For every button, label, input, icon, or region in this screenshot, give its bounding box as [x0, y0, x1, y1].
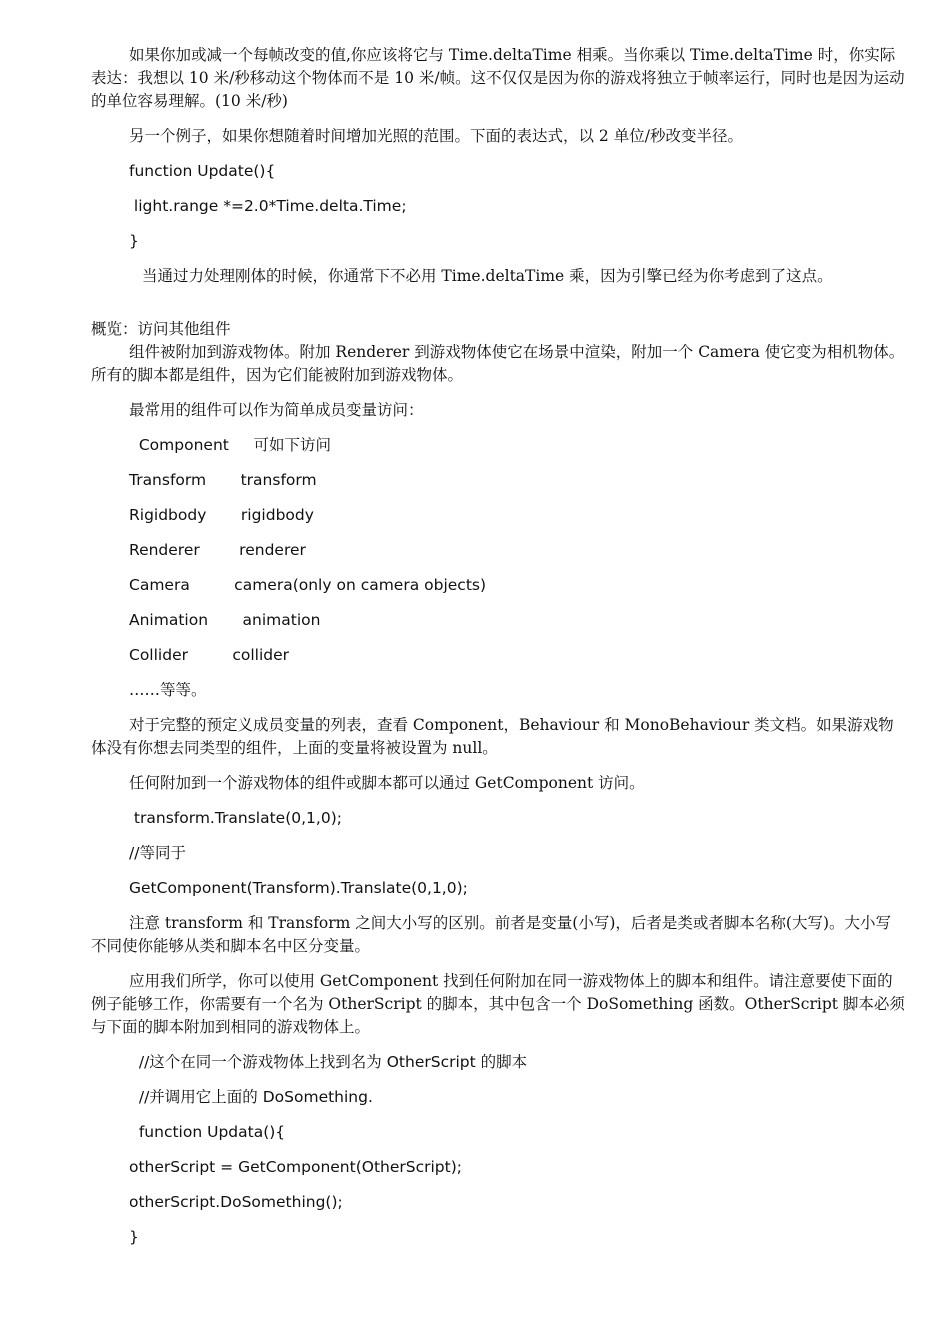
code-line: }: [129, 1228, 139, 1246]
component-access: renderer: [239, 541, 306, 559]
paragraph-otherscript: 应用我们所学，你可以使用 GetComponent 找到任何附加在同一游戏物体上的脚本和组件。请注意要使下面的例子能够工作，你需要有一个名为 OtherScript 的脚本，其中包含一个 DoSomething 函数。OtherScript 脚本必须与下面的脚本附加到相同的游戏物体上。: [91, 972, 905, 1036]
code-line: function Update(){: [129, 162, 276, 180]
code-line: }: [129, 232, 139, 250]
component-name: Animation: [129, 611, 209, 629]
code-line: transform.Translate(0,1,0);: [129, 809, 342, 827]
paragraph-deltatime: 如果你加或减一个每帧改变的值,你应该将它与 Time.deltaTime 相乘。当你乘以 Time.deltaTime 时，你实际表达：我想以 10 米/秒移动这个物体而不是 10 米/帧。这不仅仅是因为你的游戏将独立于帧率运行，同时也是因为运动的单位容易理解。(10 米/秒): [91, 46, 905, 110]
paragraph-light-example: 另一个例子，如果你想随着时间增加光照的范围。下面的表达式，以 2 单位/秒改变半径。: [129, 127, 743, 145]
code-line: light.range *=2.0*Time.delta.Time;: [129, 197, 407, 215]
section-heading: 概览：访问其他组件: [91, 320, 231, 338]
paragraph-components-intro: 组件被附加到游戏物体。附加 Renderer 到游戏物体使它在场景中渲染，附加一个 Camera 使它变为相机物体。所有的脚本都是组件，因为它们能被附加到游戏物体。: [91, 343, 905, 384]
paragraph-getcomponent: 任何附加到一个游戏物体的组件或脚本都可以通过 GetComponent 访问。: [129, 774, 645, 792]
code-line: GetComponent(Transform).Translate(0,1,0);: [129, 879, 468, 897]
component-access: transform: [240, 471, 317, 489]
document-page: [91, 44, 905, 1249]
paragraph-component-docs: 对于完整的预定义成员变量的列表，查看 Component，Behaviour 和 MonoBehaviour 类文档。如果游戏物体没有你想去同类型的组件，上面的变量将被设置为 null。: [91, 716, 894, 757]
code-comment: //等同于: [129, 844, 186, 862]
code-line: function Updata(){: [129, 1123, 286, 1141]
component-name: Camera: [129, 576, 190, 594]
component-name: Renderer: [129, 541, 200, 559]
code-line: otherScript.DoSomething();: [129, 1193, 343, 1211]
column-gap: [188, 646, 232, 664]
code-line: otherScript = GetComponent(OtherScript);: [129, 1158, 462, 1176]
component-row: [91, 609, 905, 632]
paragraph-rigidbody-note: 当通过力处理刚体的时候，你通常下不必用 Time.deltaTime 乘，因为引擎已经为你考虑到了这点。: [142, 267, 833, 285]
column-gap: [206, 506, 241, 524]
code-comment: //并调用它上面的 DoSomething.: [129, 1088, 373, 1106]
component-row: [91, 504, 905, 527]
component-name: Transform: [129, 471, 207, 489]
column-gap: [208, 611, 243, 629]
component-row: [91, 574, 905, 597]
component-access: rigidbody: [240, 506, 314, 524]
component-row: [91, 539, 905, 562]
column-gap: [206, 471, 241, 489]
component-name: Collider: [129, 646, 188, 664]
paragraph-case-sensitivity: 注意 transform 和 Transform 之间大小写的区别。前者是变量(小写)，后者是类或者脚本名称(大写)。大小写不同使你能够从类和脚本名中区分变量。: [91, 914, 891, 955]
component-table-header: Component 可如下访问: [129, 436, 331, 454]
code-comment: //这个在同一个游戏物体上找到名为 OtherScript 的脚本: [129, 1053, 528, 1071]
column-gap: [190, 576, 234, 594]
component-access: camera(only on camera objects): [234, 576, 487, 594]
component-row: [91, 644, 905, 667]
etc-text: ……等等。: [129, 681, 207, 699]
component-table: [91, 469, 905, 667]
paragraph-member-variables: 最常用的组件可以作为简单成员变量访问：: [129, 401, 424, 419]
component-row: [91, 469, 905, 492]
component-name: Rigidbody: [129, 506, 207, 524]
component-access: collider: [232, 646, 289, 664]
column-gap: [200, 541, 239, 559]
component-access: animation: [242, 611, 321, 629]
